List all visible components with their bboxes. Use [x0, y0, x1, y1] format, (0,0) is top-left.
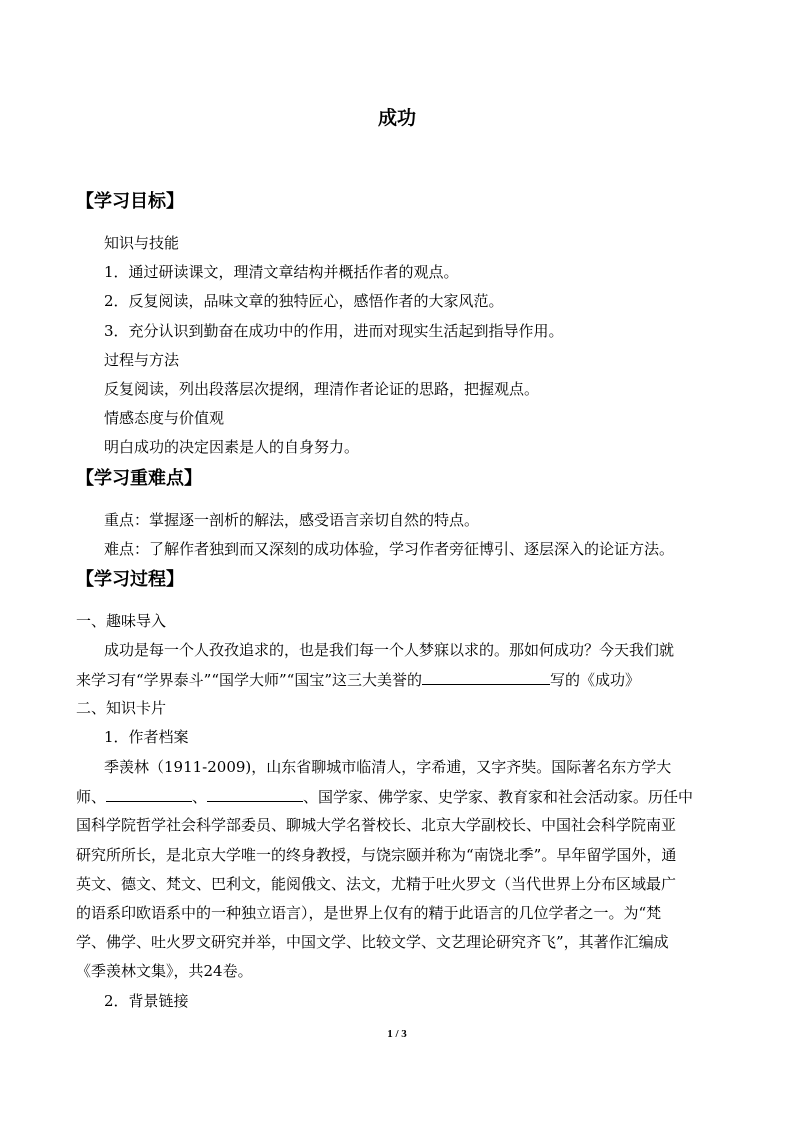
subheading-process: 过程与方法 — [104, 351, 180, 369]
subheading-knowledge: 知识与技能 — [104, 234, 180, 252]
bio-line-1: 季羡林（1911-2009)，山东省聊城市临清人，字希逋，又字齐奘。国际著名东方学大 — [104, 758, 672, 776]
bio-line-7: 学、佛学、吐火罗文研究并举，中国文学、比较文学、文艺理论研究齐飞”，其著作汇编成 — [76, 933, 669, 951]
intro-line-2a: 来学习有“学界泰斗”“国学大师”“国宝”这三大美誉的 — [76, 671, 423, 689]
goal-item-3: 3．充分认识到勤奋在成功中的作用，进而对现实生活起到指导作用。 — [104, 322, 564, 340]
goal-item-2: 2．反复阅读，品味文章的独特匠心，感悟作者的大家风范。 — [104, 292, 504, 310]
fill-blank-author[interactable] — [422, 668, 550, 685]
part-1-heading: 一、趣味导入 — [76, 612, 167, 630]
bio-line-4: 研究所所长，是北京大学唯一的终身教授，与饶宗颐并称为“南饶北季”。早年留学国外，通 — [76, 846, 677, 864]
intro-line-2 — [76, 668, 640, 691]
goal-item-1: 1．通过研读课文，理清文章结构并概括作者的观点。 — [104, 263, 459, 281]
bio-line-6: 的语系印欧语系中的一种独立语言），是世界上仅有的精于此语言的几位学者之一。为“梵 — [76, 904, 662, 922]
section-heading-process: 【学习过程】 — [76, 569, 184, 590]
bio-line-2-prefix: 师、 — [76, 788, 107, 806]
difficulty-text: 难点：了解作者独到而又深刻的成功体验，学习作者旁征博引、逐层深入的论证方法。 — [104, 540, 675, 558]
bio-line-2 — [76, 785, 693, 808]
emotion-text: 明白成功的决定因素是人的自身努力。 — [104, 438, 360, 456]
process-text: 反复阅读，列出段落层次提纲，理清作者论证的思路，把握观点。 — [104, 380, 540, 398]
bio-line-3: 国科学院哲学社会科学部委员、聊城大学名誉校长、北京大学副校长、中国社会科学院南亚 — [76, 816, 677, 834]
intro-line-2b: 写的《成功》 — [550, 671, 641, 689]
part-2-heading: 二、知识卡片 — [76, 699, 167, 717]
section-heading-goals: 【学习目标】 — [76, 191, 184, 212]
bio-line-2-sep: 、 — [192, 788, 208, 806]
subheading-emotion: 情感态度与价值观 — [104, 409, 225, 427]
focus-text: 重点：掌握逐一剖析的解法，感受语言亲切自然的特点。 — [104, 511, 480, 529]
fill-blank-title-2[interactable] — [207, 785, 303, 802]
fill-blank-title-1[interactable] — [106, 785, 192, 802]
page-number: 1 / 3 — [387, 1028, 407, 1040]
intro-line-1: 成功是每一个人孜孜追求的，也是我们每一个人梦寐以求的。那如何成功？今天我们就 — [104, 641, 675, 659]
card-2-heading: 2．背景链接 — [104, 992, 189, 1010]
bio-line-8: 《季羡林文集》，共24卷。 — [76, 962, 253, 980]
document-title: 成功 — [377, 107, 416, 129]
section-heading-key: 【学习重难点】 — [76, 468, 202, 489]
card-1-heading: 1．作者档案 — [104, 728, 189, 746]
bio-line-5: 英文、德文、梵文、巴利文，能阅俄文、法文，尤精于吐火罗文（当代世界上分布区域最广 — [76, 875, 677, 893]
bio-line-2-rest: 、国学家、佛学家、史学家、教育家和社会活动家。历任中 — [303, 788, 694, 806]
